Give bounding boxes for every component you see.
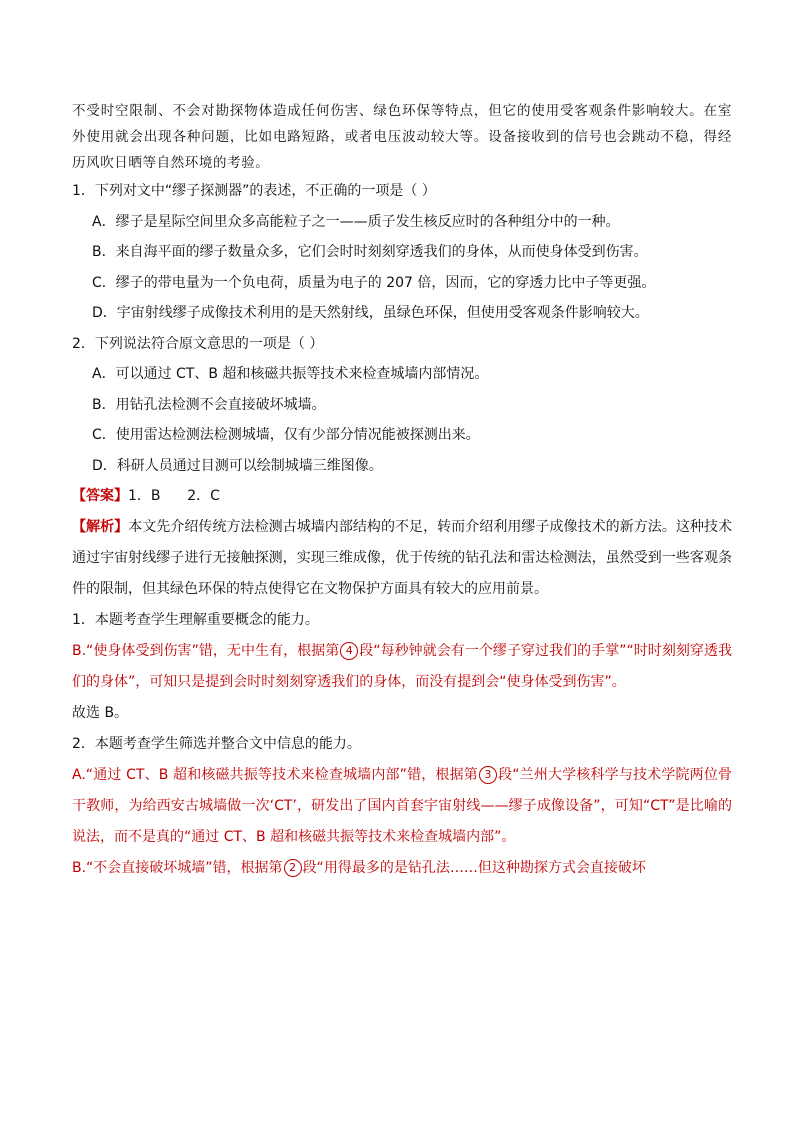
detail-text: 段“每秒钟就会有一个缪子穿过我们的手掌”“时时刻刻穿透我们的身体”，可知只是提到会时时刻刻穿透我们的身体，而没有提到会“使身体受到伤害”。	[72, 642, 732, 690]
answer-tag: 【答案】	[72, 488, 128, 504]
analysis-paragraph	[72, 512, 732, 605]
option-b: B．用钻孔法检测不会直接破坏城墙。	[92, 396, 326, 413]
paragraph-number-badge: 4	[340, 642, 358, 660]
detail-text: B.“使身体受到伤害”错，无中生有，根据第	[72, 642, 340, 659]
answer-text: 1．B 2．C	[128, 488, 220, 504]
explanation-1-heading: 1．本题考查学生理解重要概念的能力。	[72, 611, 319, 628]
option-c: C．缪子的带电量为一个负电荷，质量为电子的 207 倍，因而，它的穿透力比中子等更强。	[92, 274, 656, 291]
explanation-2-option-b	[72, 853, 732, 884]
option-c: C．使用雷达检测法检测城墙，仅有少部分情况能被探测出来。	[92, 427, 480, 443]
option-a: A．缪子是星际空间里众多高能粒子之一——质子发生核反应时的各种组分中的一种。	[92, 213, 620, 230]
detail-text: 段“用得最多的是钻孔法……但这种勘探方式会直接破坏	[302, 859, 646, 876]
explanation-2-heading: 2．本题考查学生筛选并整合文中信息的能力。	[72, 735, 361, 752]
option-d: D．科研人员通过目测可以绘制城墙三维图像。	[92, 457, 383, 474]
analysis-tag: 【解析】	[72, 518, 129, 535]
paragraph-number-badge: 2	[284, 859, 302, 877]
detail-text: B.“不会直接破坏城墙”错，根据第	[72, 859, 283, 876]
analysis-text: 本文先介绍传统方法检测古城墙内部结构的不足，转而介绍利用缪子成像技术的新方法。这种技术通过宇宙射线缪子进行无接触探测，实现三维成像，优于传统的钻孔法和雷达检测法，虽然受到一些客观条件的限制，但其绿色环保的特点使得它在文物保护方面具有较大的应用前景。	[72, 518, 733, 597]
answer-line	[72, 481, 732, 512]
option-d: D．宇宙射线缪子成像技术利用的是天然射线，虽绿色环保，但使用受客观条件影响较大。	[92, 305, 649, 321]
paragraph-number-badge: 3	[479, 766, 497, 784]
explanation-2-option-a	[72, 760, 732, 853]
question-2	[72, 329, 732, 482]
question-stem: 1．下列对文中“缪子探测器”的表述，不正确的一项是（ ）	[72, 183, 436, 199]
document-page	[72, 98, 732, 884]
intro-paragraph: 不受时空限制、不会对勘探物体造成任何伤害、绿色环保等特点，但它的使用受客观条件影响较大。在室外使用就会出现各种问题，比如电路短路，或者电压波动较大等。设备接收到的信号也会跳动不稳，得经历风吹日晒等自然环境的考验。	[72, 103, 732, 171]
explanation-1-detail	[72, 636, 732, 698]
option-b: B．来自海平面的缪子数量众多，它们会时时刻刻穿透我们的身体，从而使身体受到伤害。	[92, 244, 648, 260]
detail-text: A.“通过 CT、B 超和核磁共振等技术来检查城墙内部”错，根据第	[72, 766, 478, 783]
explanation-1-conclusion: 故选 B。	[72, 704, 129, 721]
question-1	[72, 176, 732, 329]
question-stem: 2．下列说法符合原文意思的一项是（ ）	[72, 335, 324, 352]
option-a: A．可以通过 CT、B 超和核磁共振等技术来检查城墙内部情况。	[92, 366, 489, 382]
detail-text: 段“兰州大学核科学与技术学院两位骨干教师，为给西安古城墙做一次‘CT’，研发出了国内首套宇宙射线——缪子成像设备”，可知“CT”是比喻的说法，而不是真的“通过 CT、B 超和核磁共振等技术来检查城墙内部”。	[72, 766, 732, 845]
